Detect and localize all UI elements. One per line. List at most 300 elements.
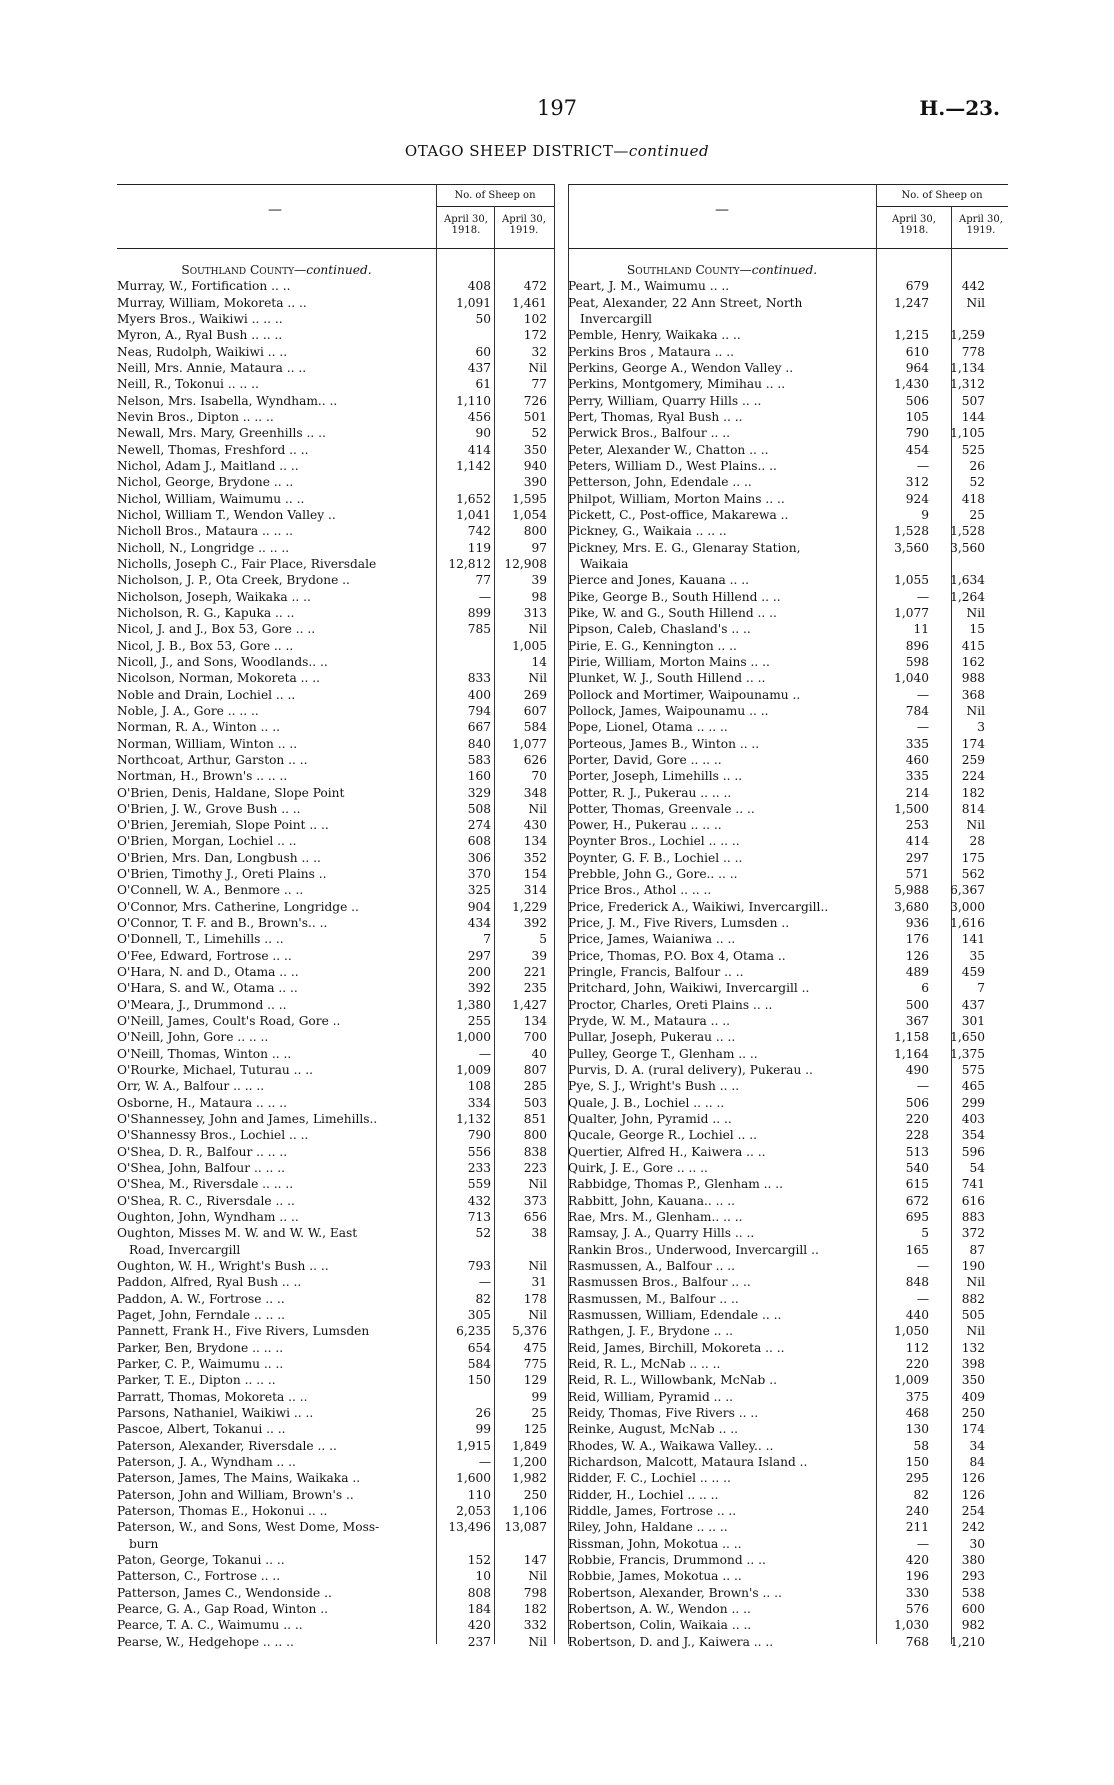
sheep-1918: 456 <box>467 409 491 424</box>
table-row <box>568 425 988 441</box>
table-row <box>117 1519 550 1535</box>
table-row <box>568 1634 988 1650</box>
sheep-1918: 904 <box>467 899 491 914</box>
entry-name: Prebble, John G., Gore.. .. .. <box>568 867 738 882</box>
sheep-1918: — <box>916 1291 929 1306</box>
sheep-1918: 334 <box>467 1095 491 1110</box>
sheep-1919: 575 <box>961 1063 985 1078</box>
sheep-1918: 1,528 <box>894 524 929 539</box>
entry-name: Pryde, W. M., Mataura .. .. <box>568 1014 731 1029</box>
sheep-1919: 15 <box>969 622 985 637</box>
sheep-1918: 165 <box>905 1242 929 1257</box>
sheep-1919: 293 <box>961 1569 985 1584</box>
table-row <box>568 1323 988 1339</box>
table-row <box>568 866 988 882</box>
entry-name: O'Hara, N. and D., Otama .. .. <box>117 965 299 980</box>
sheep-1918 <box>876 556 932 572</box>
table-row <box>117 523 550 539</box>
sheep-1919: 5,376 <box>512 1324 547 1339</box>
sheep-1919: 242 <box>961 1520 985 1535</box>
table-row <box>568 882 988 898</box>
sheep-1918: — <box>916 1259 929 1274</box>
table-row <box>568 1503 988 1519</box>
sheep-1918: 608 <box>467 834 491 849</box>
sheep-1918: 615 <box>905 1177 929 1192</box>
table-row <box>568 948 988 964</box>
sheep-1919: 1,427 <box>512 997 547 1012</box>
table-row <box>568 980 988 996</box>
sheep-1919: Nil <box>528 1569 547 1584</box>
table-row <box>568 1585 988 1601</box>
table-row <box>568 474 988 490</box>
entry-name: Paddon, A. W., Fortrose .. .. <box>117 1291 285 1306</box>
sheep-1919: 134 <box>523 1014 547 1029</box>
entry-name: Quale, J. B., Lochiel .. .. .. <box>568 1095 725 1110</box>
entry-name: Parker, C. P., Waimumu .. .. <box>117 1356 284 1371</box>
sheep-1919: 314 <box>523 883 547 898</box>
sheep-1918: 50 <box>475 311 491 326</box>
table-row <box>568 442 988 458</box>
table-row <box>568 1095 988 1111</box>
sheep-1919: 430 <box>523 818 547 833</box>
table-row <box>568 491 988 507</box>
header-top-rule-right <box>568 184 1008 185</box>
entry-name: Nicholl, N., Longridge .. .. .. <box>117 540 290 555</box>
entry-name: Patterson, C., Fortrose .. .. <box>117 1569 281 1584</box>
sheep-1918 <box>436 654 494 670</box>
table-row <box>568 670 988 686</box>
right-group-header: No. of Sheep on <box>901 190 983 201</box>
sheep-1918: 255 <box>467 1014 491 1029</box>
sheep-1919: Nil <box>528 622 547 637</box>
sheep-1919: 988 <box>961 671 985 686</box>
sheep-1918: 1,009 <box>894 1373 929 1388</box>
sheep-1919: Nil <box>528 1177 547 1192</box>
sheep-1918: 437 <box>467 360 491 375</box>
entry-name: Ridder, H., Lochiel .. .. .. <box>568 1487 719 1502</box>
sheep-1918: 598 <box>905 654 929 669</box>
sheep-1919: 1,312 <box>950 377 985 392</box>
table-row <box>568 540 988 556</box>
entry-name: Price, Frederick A., Waikiwi, Invercargill.. <box>568 899 829 914</box>
table-row <box>568 621 988 637</box>
table-row <box>117 654 550 670</box>
entry-name: Proctor, Charles, Oreti Plains .. .. <box>568 997 773 1012</box>
table-row <box>117 360 550 376</box>
entry-name: Oughton, Misses M. W. and W. W., East <box>117 1226 358 1241</box>
sheep-1919: 6,367 <box>950 883 985 898</box>
table-row <box>568 1176 988 1192</box>
left-group-header: No. of Sheep on <box>454 190 536 201</box>
table-row <box>117 278 550 294</box>
table-row <box>117 1617 550 1633</box>
sheep-1918: 899 <box>467 605 491 620</box>
sheep-1919: 25 <box>969 507 985 522</box>
sheep-1918: 152 <box>467 1552 491 1567</box>
sheep-1919: 52 <box>969 475 985 490</box>
sheep-1918: 9 <box>921 507 929 522</box>
table-row <box>117 1323 550 1339</box>
table-row <box>117 1160 550 1176</box>
sheep-1918 <box>436 1536 494 1552</box>
sheep-1918: 610 <box>905 344 929 359</box>
entry-name: Nicol, J. B., Box 53, Gore .. .. <box>117 638 294 653</box>
sheep-1919: 14 <box>531 654 547 669</box>
table-row <box>117 425 550 441</box>
section-heading-text <box>568 262 876 278</box>
entry-name: Perkins Bros , Mataura .. .. <box>568 344 735 359</box>
sheep-1918: 10 <box>475 1569 491 1584</box>
table-row <box>568 523 988 539</box>
table-row <box>568 785 988 801</box>
sheep-1919: 442 <box>961 279 985 294</box>
sheep-1919: 1,105 <box>950 426 985 441</box>
table-row <box>117 327 550 343</box>
entry-name: O'Brien, Jeremiah, Slope Point .. .. <box>117 818 329 833</box>
sheep-1918: 335 <box>905 736 929 751</box>
table-row <box>568 1078 988 1094</box>
table-row <box>117 1585 550 1601</box>
entry-name: Riddle, James, Fortrose .. .. <box>568 1503 737 1518</box>
sheep-1918: 896 <box>905 638 929 653</box>
table-row <box>117 752 550 768</box>
sheep-1919: 525 <box>961 442 985 457</box>
sheep-1919: 178 <box>523 1291 547 1306</box>
table-row <box>117 703 550 719</box>
entry-name: Reinke, August, McNab .. .. <box>568 1422 738 1437</box>
table-row <box>117 491 550 507</box>
entry-name: Oughton, W. H., Wright's Bush .. .. <box>117 1259 329 1274</box>
sheep-1919: 503 <box>523 1095 547 1110</box>
sheep-1918: 1,142 <box>456 458 491 473</box>
entry-name: Perkins, Montgomery, Mimihau .. .. <box>568 377 786 392</box>
sheep-1919: 269 <box>523 687 547 702</box>
entry-name: Murray, William, Mokoreta .. .. <box>117 295 307 310</box>
table-row <box>117 948 550 964</box>
sheep-1918: 295 <box>905 1471 929 1486</box>
entry-name: Newall, Mrs. Mary, Greenhills .. .. <box>117 426 326 441</box>
sheep-1918: 584 <box>467 1356 491 1371</box>
sheep-1918: 454 <box>905 442 929 457</box>
sheep-1918: 3,560 <box>894 540 929 555</box>
sheep-1918: 513 <box>905 1144 929 1159</box>
entry-name: Pritchard, John, Waikiwi, Invercargill .. <box>568 981 810 996</box>
table-row <box>117 833 550 849</box>
sheep-1919: 259 <box>961 752 985 767</box>
group-rule-left <box>436 206 554 207</box>
table-row <box>568 964 988 980</box>
entry-name: Rabbitt, John, Kauana.. .. .. <box>568 1193 736 1208</box>
sheep-1918: 408 <box>467 279 491 294</box>
sheep-1919: 1,982 <box>512 1471 547 1486</box>
entry-name: Northcoat, Arthur, Garston .. .. <box>117 752 308 767</box>
entry-name: Rathgen, J. F., Brydone .. .. <box>568 1324 734 1339</box>
entry-name: Paterson, J. A., Wyndham .. .. <box>117 1454 296 1469</box>
sheep-1918: 233 <box>467 1161 491 1176</box>
entry-name: Perwick Bros., Balfour .. .. <box>568 426 730 441</box>
sheep-1918: 82 <box>475 1291 491 1306</box>
table-row <box>568 1258 988 1274</box>
table-row <box>117 1291 550 1307</box>
entry-name: Pye, S. J., Wright's Bush .. .. <box>568 1079 740 1094</box>
sheep-1918: 1,600 <box>456 1471 491 1486</box>
right-name-header: — <box>715 202 729 218</box>
sheep-1918: 329 <box>467 785 491 800</box>
entry-name: Peart, J. M., Waimumu .. .. <box>568 279 730 294</box>
sheep-1918: 392 <box>467 981 491 996</box>
entry-name: Pickney, Mrs. E. G., Glenaray Station, <box>568 540 801 555</box>
sheep-1918: 784 <box>905 703 929 718</box>
sheep-1919: 882 <box>961 1291 985 1306</box>
sheep-1919: 162 <box>961 654 985 669</box>
sheep-1918: 1,000 <box>456 1030 491 1045</box>
entry-name: O'Shannessy Bros., Lochiel .. .. <box>117 1128 309 1143</box>
entry-name: Poynter Bros., Lochiel .. .. .. <box>568 834 740 849</box>
sheep-1918: 540 <box>905 1161 929 1176</box>
table-row <box>117 1144 550 1160</box>
entry-name: Paterson, Alexander, Riversdale .. .. <box>117 1438 337 1453</box>
entry-name: Pirie, William, Morton Mains .. .. <box>568 654 770 669</box>
sheep-1919: 25 <box>531 1405 547 1420</box>
table-row <box>568 605 988 621</box>
sheep-1918: 1,030 <box>894 1618 929 1633</box>
sheep-1919: 607 <box>523 703 547 718</box>
entry-name: Pearce, G. A., Gap Road, Winton .. <box>117 1601 328 1616</box>
entry-name: Newell, Thomas, Freshford .. .. <box>117 442 309 457</box>
sheep-1918: 11 <box>913 622 929 637</box>
entry-name: Qualter, John, Pyramid .. .. <box>568 1112 732 1127</box>
section-heading <box>568 262 988 278</box>
table-row <box>117 931 550 947</box>
table-row <box>568 1519 988 1535</box>
table-row <box>117 719 550 735</box>
entry-name: Peat, Alexander, 22 Ann Street, North <box>568 295 803 310</box>
entry-name: Reid, R. L., Willowbank, McNab .. <box>568 1373 777 1388</box>
header-top-rule <box>117 184 554 185</box>
sheep-1919: 475 <box>523 1340 547 1355</box>
sheep-1919: Nil <box>966 295 985 310</box>
sheep-1919: 350 <box>523 442 547 457</box>
sheep-1919: 778 <box>961 344 985 359</box>
sheep-1919: 190 <box>961 1259 985 1274</box>
sheep-1918: 1,247 <box>894 295 929 310</box>
table-row <box>568 833 988 849</box>
entry-name: Paterson, Thomas E., Hokonui .. .. <box>117 1503 328 1518</box>
table-row <box>117 1552 550 1568</box>
sheep-1918: 1,915 <box>456 1438 491 1453</box>
sheep-1919: 656 <box>523 1210 547 1225</box>
sheep-1919: 741 <box>961 1177 985 1192</box>
entry-name: Norman, R. A., Winton .. .. <box>117 720 280 735</box>
entry-name: Waikaia <box>580 556 629 571</box>
table-row <box>568 1487 988 1503</box>
sheep-1918: 1,050 <box>894 1324 929 1339</box>
sheep-1918: 1,009 <box>456 1063 491 1078</box>
sheep-1919: 235 <box>523 981 547 996</box>
table-row <box>568 1013 988 1029</box>
sheep-1919: 12,908 <box>504 556 547 571</box>
sheep-1919: 40 <box>531 1046 547 1061</box>
sheep-1919: 7 <box>977 981 985 996</box>
entry-name: Robbie, Francis, Drummond .. .. <box>568 1552 766 1567</box>
sheep-1918: 468 <box>905 1405 929 1420</box>
table-row <box>117 736 550 752</box>
sheep-1919: 31 <box>531 1275 547 1290</box>
table-row <box>117 376 550 392</box>
entry-continuation <box>568 311 988 327</box>
sheep-1918: 58 <box>913 1438 929 1453</box>
sheep-1918 <box>876 262 932 278</box>
sheep-1919: Nil <box>528 1308 547 1322</box>
sheep-1918: 150 <box>467 1373 491 1388</box>
sheep-1919: 415 <box>961 638 985 653</box>
entry-name: Robertson, A. W., Wendon .. .. <box>568 1601 751 1616</box>
sheep-1918: — <box>916 589 929 604</box>
sheep-1919: 403 <box>961 1112 985 1127</box>
sheep-1918: 150 <box>905 1454 929 1469</box>
table-row <box>568 1062 988 1078</box>
table-row <box>117 997 550 1013</box>
sheep-1918: 1,652 <box>456 491 491 506</box>
sheep-1919: 1,375 <box>950 1046 985 1061</box>
sheep-1918 <box>436 327 494 343</box>
table-row <box>117 1389 550 1405</box>
page-title <box>0 142 1114 160</box>
sheep-1919: 459 <box>961 965 985 980</box>
table-row <box>568 801 988 817</box>
entry-name: Pearse, W., Hedgehope .. .. .. <box>117 1634 294 1649</box>
sheep-1919: 982 <box>961 1618 985 1633</box>
table-row <box>568 997 988 1013</box>
sheep-1918 <box>436 474 494 490</box>
sheep-1919: 84 <box>969 1454 985 1469</box>
sheep-1919: 54 <box>969 1161 985 1176</box>
section-heading <box>117 262 550 278</box>
entry-name: Nicholl Bros., Mataura .. .. .. <box>117 524 293 539</box>
table-row <box>117 1029 550 1045</box>
sheep-1919 <box>932 311 988 327</box>
sheep-1919: 132 <box>961 1340 985 1355</box>
table-row <box>568 931 988 947</box>
sheep-1918: 434 <box>467 916 491 931</box>
sheep-1918: 1,500 <box>894 801 929 816</box>
entry-name: Southland County— <box>626 263 752 277</box>
sheep-1918: 297 <box>467 948 491 963</box>
entry-name: Rae, Mrs. M., Glenham.. .. .. <box>568 1210 743 1225</box>
table-row <box>117 1111 550 1127</box>
sheep-1919: 807 <box>523 1063 547 1078</box>
entry-name: Poynter, G. F. B., Lochiel .. .. <box>568 850 743 865</box>
sheep-1919 <box>494 262 550 278</box>
table-row <box>568 1340 988 1356</box>
sheep-1919: 126 <box>961 1471 985 1486</box>
entry-name: Nichol, Adam J., Maitland .. .. <box>117 458 299 473</box>
sheep-1919: 1,210 <box>950 1634 985 1649</box>
sheep-1919: Nil <box>528 1259 547 1274</box>
entry-name: Paton, George, Tokanui .. .. <box>117 1552 285 1567</box>
table-row <box>117 507 550 523</box>
sheep-1918: 964 <box>905 360 929 375</box>
sheep-1918: 583 <box>467 752 491 767</box>
entry-name: Nicholls, Joseph C., Fair Place, Riversdale <box>117 556 377 571</box>
sheep-1918: 61 <box>475 377 491 392</box>
entry-name: Rissman, John, Mokotua .. .. <box>568 1536 742 1551</box>
table-row <box>117 1209 550 1225</box>
sheep-1918: 571 <box>905 867 929 882</box>
entry-name: Noble, J. A., Gore .. .. .. <box>117 703 259 718</box>
table-row <box>117 458 550 474</box>
sheep-1919: 1,259 <box>950 328 985 343</box>
sheep-1918: 1,055 <box>894 573 929 588</box>
sheep-1919: 144 <box>961 409 985 424</box>
table-row <box>117 474 550 490</box>
sheep-1919: 39 <box>531 573 547 588</box>
sheep-1919: Nil <box>528 1634 547 1649</box>
entry-name: Myron, A., Ryal Bush .. .. .. <box>117 328 283 343</box>
table-row <box>568 393 988 409</box>
sheep-1919: 418 <box>961 491 985 506</box>
sheep-1918: 5,988 <box>894 883 929 898</box>
sheep-1919: 398 <box>961 1356 985 1371</box>
entry-name: Quirk, J. E., Gore .. .. .. <box>568 1161 708 1176</box>
entry-name: Rasmussen, A., Balfour .. .. <box>568 1259 736 1274</box>
table-row <box>117 1062 550 1078</box>
entry-name: Pope, Lionel, Otama .. .. .. <box>568 720 728 735</box>
sheep-1919 <box>494 1536 550 1552</box>
entry-name: O'Connor, T. F. and B., Brown's.. .. <box>117 916 328 931</box>
sheep-1918 <box>436 1242 494 1258</box>
sheep-1918: — <box>478 589 491 604</box>
entry-name: Pannett, Frank H., Five Rivers, Lumsden <box>117 1324 370 1339</box>
sheep-1918: 160 <box>467 769 491 784</box>
table-row <box>568 1307 988 1323</box>
table-row <box>117 1438 550 1454</box>
sheep-1918: 1,158 <box>894 1030 929 1045</box>
sheep-1919: 1,054 <box>512 507 547 522</box>
sheep-1919: 596 <box>961 1144 985 1159</box>
entry-name: Power, H., Pukerau .. .. .. <box>568 818 722 833</box>
sheep-1919: 154 <box>523 867 547 882</box>
entry-name: O'Brien, Timothy J., Oreti Plains .. <box>117 867 327 882</box>
entry-name: Price Bros., Athol .. .. .. <box>568 883 712 898</box>
entry-name: Riley, John, Haldane .. .. .. <box>568 1520 728 1535</box>
sheep-1918: 253 <box>905 818 929 833</box>
sheep-1918: 60 <box>475 344 491 359</box>
entry-name: Paterson, John and William, Brown's .. <box>117 1487 354 1502</box>
sheep-1919: 34 <box>969 1438 985 1453</box>
sheep-1919: 125 <box>523 1422 547 1437</box>
sheep-1919: 174 <box>961 736 985 751</box>
sheep-1919: 600 <box>961 1601 985 1616</box>
table-row <box>117 1127 550 1143</box>
entry-name: Nichol, George, Brydone .. .. <box>117 475 294 490</box>
sheep-1918: 848 <box>905 1275 929 1290</box>
table-row <box>568 1160 988 1176</box>
sheep-1918: 26 <box>475 1405 491 1420</box>
entry-name: O'Neill, John, Gore .. .. .. <box>117 1030 269 1045</box>
sheep-1918: 500 <box>905 997 929 1012</box>
entry-name: Pierce and Jones, Kauana .. .. <box>568 573 749 588</box>
entry-name: Pemble, Henry, Waikaka .. .. <box>568 328 741 343</box>
title-continued: continued <box>628 142 710 160</box>
sheep-1919: Nil <box>966 703 985 718</box>
entry-name: Porter, David, Gore .. .. .. <box>568 752 722 767</box>
entry-name: Petterson, John, Edendale .. .. <box>568 475 752 490</box>
sheep-1919: 1,616 <box>950 916 985 931</box>
sheep-1919: 223 <box>523 1161 547 1176</box>
sheep-1919: 129 <box>523 1373 547 1388</box>
table-row <box>117 882 550 898</box>
